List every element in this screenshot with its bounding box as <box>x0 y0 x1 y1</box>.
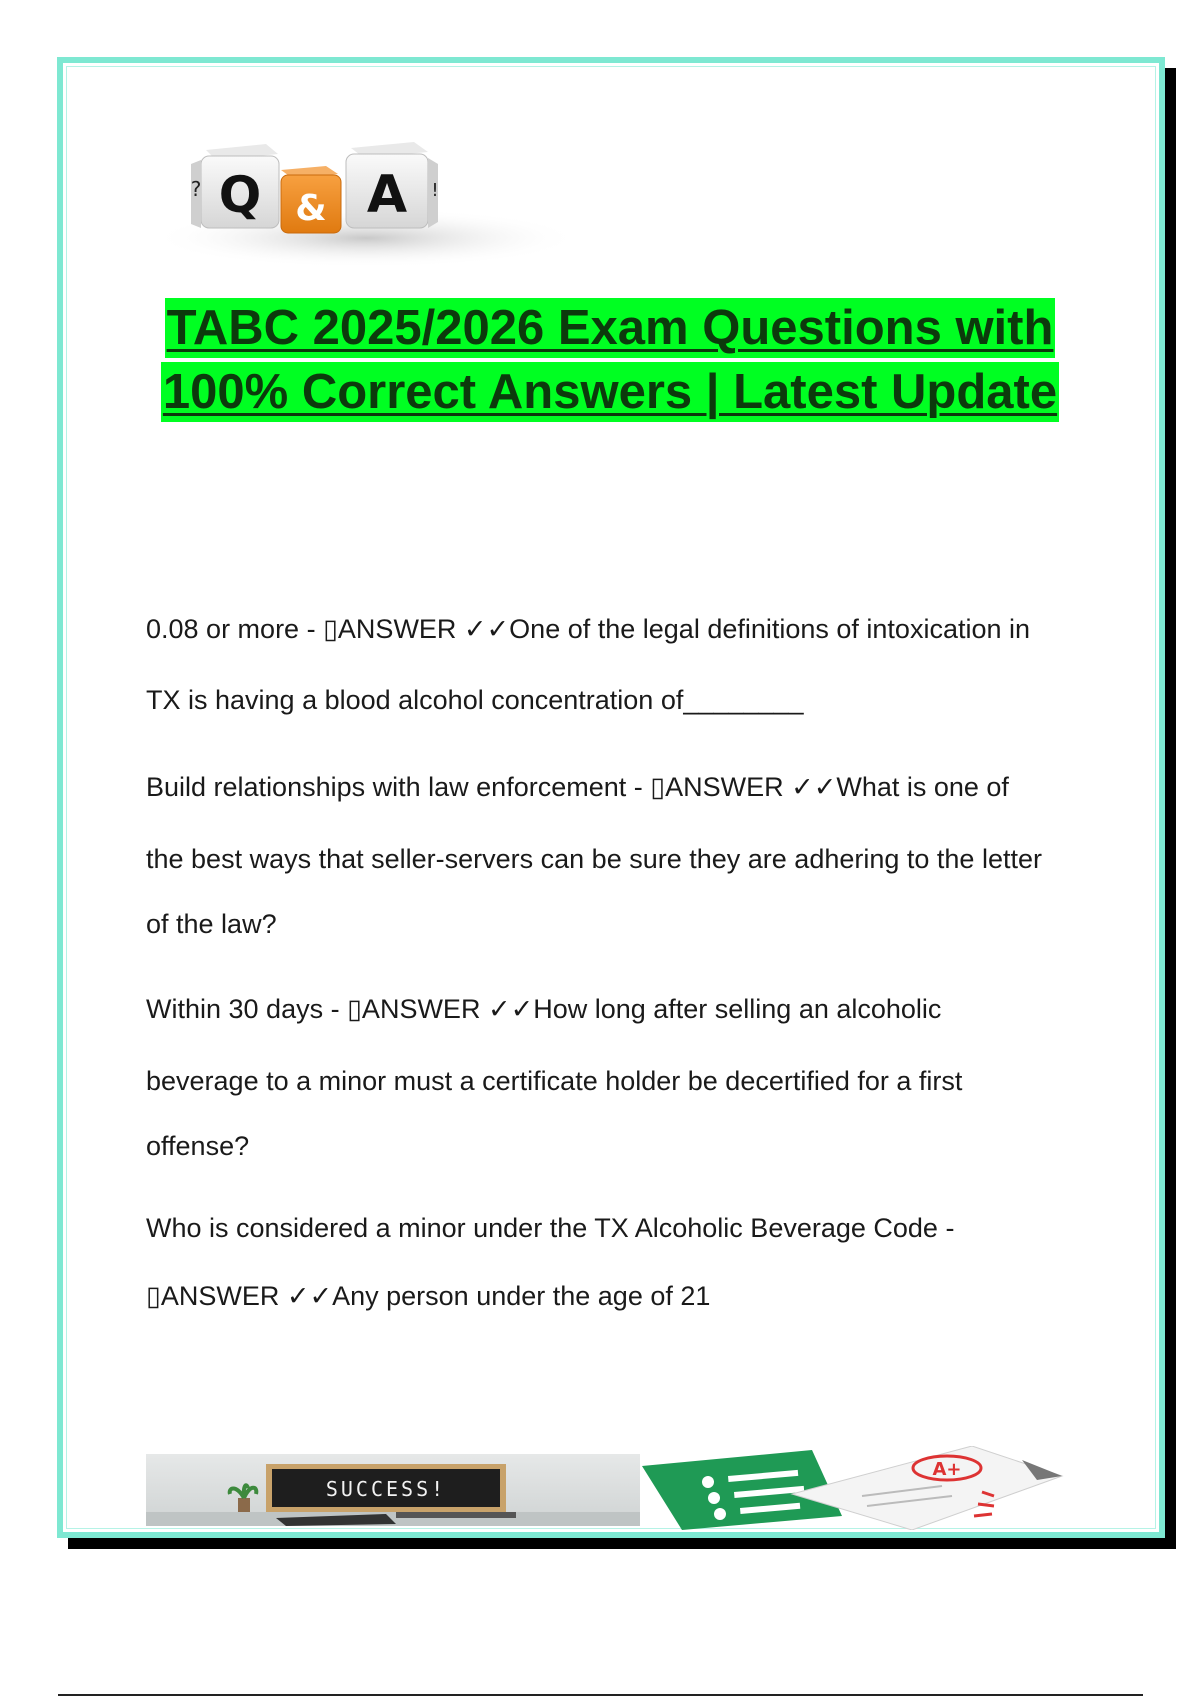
svg-text:!: ! <box>431 180 439 201</box>
qa-item-1 <box>146 610 1096 719</box>
svg-text:SUCCESS!: SUCCESS! <box>325 1477 447 1501</box>
qa-item-3 <box>146 990 1096 1165</box>
qa-item-1-line-2: TX is having a blood alcohol concentration of________ <box>146 685 804 715</box>
qa-item-1-line-1: 0.08 or more - ▯ANSWER ✓✓One of the legal definitions of intoxication in <box>146 614 1031 644</box>
chalkboard <box>266 1464 506 1512</box>
svg-text:&: & <box>295 188 327 229</box>
qa-item-2 <box>146 768 1096 943</box>
svg-text:Q: Q <box>218 166 262 224</box>
qa-item-3-line-1: Within 30 days - ▯ANSWER ✓✓How long after selling an alcoholic <box>146 994 942 1024</box>
svg-text:A+: A+ <box>932 1459 962 1480</box>
qa-item-2-line-3: of the law? <box>146 909 277 939</box>
footer-rule <box>58 1694 1143 1696</box>
title-line-1: TABC 2025/2026 Exam Questions with <box>165 298 1056 358</box>
graded-paper <box>792 1446 1062 1530</box>
svg-text:?: ? <box>190 177 202 201</box>
title-line-2: 100% Correct Answers | Latest Update <box>161 362 1059 422</box>
svg-text:A: A <box>366 165 408 225</box>
qa-item-4-line-2: ▯ANSWER ✓✓Any person under the age of 21 <box>146 1281 711 1311</box>
a-die <box>346 142 439 228</box>
q-die <box>191 144 279 228</box>
success-board-image <box>146 1454 640 1526</box>
graded-document-image <box>642 1446 1076 1530</box>
document-title <box>60 298 1160 426</box>
qa-dice-logo <box>146 120 586 270</box>
qa-item-3-line-2: beverage to a minor must a certificate holder be decertified for a first <box>146 1066 963 1096</box>
qa-item-4 <box>146 1209 1096 1315</box>
qa-item-3-line-3: offense? <box>146 1131 250 1161</box>
qa-item-4-line-1: Who is considered a minor under the TX Alcoholic Beverage Code - <box>146 1213 955 1243</box>
ampersand-die <box>281 166 341 233</box>
qa-item-2-line-1: Build relationships with law enforcement - ▯ANSWER ✓✓What is one of <box>146 772 1009 802</box>
qa-item-2-line-2: the best ways that seller-servers can be sure they are adhering to the letter <box>146 844 1042 874</box>
